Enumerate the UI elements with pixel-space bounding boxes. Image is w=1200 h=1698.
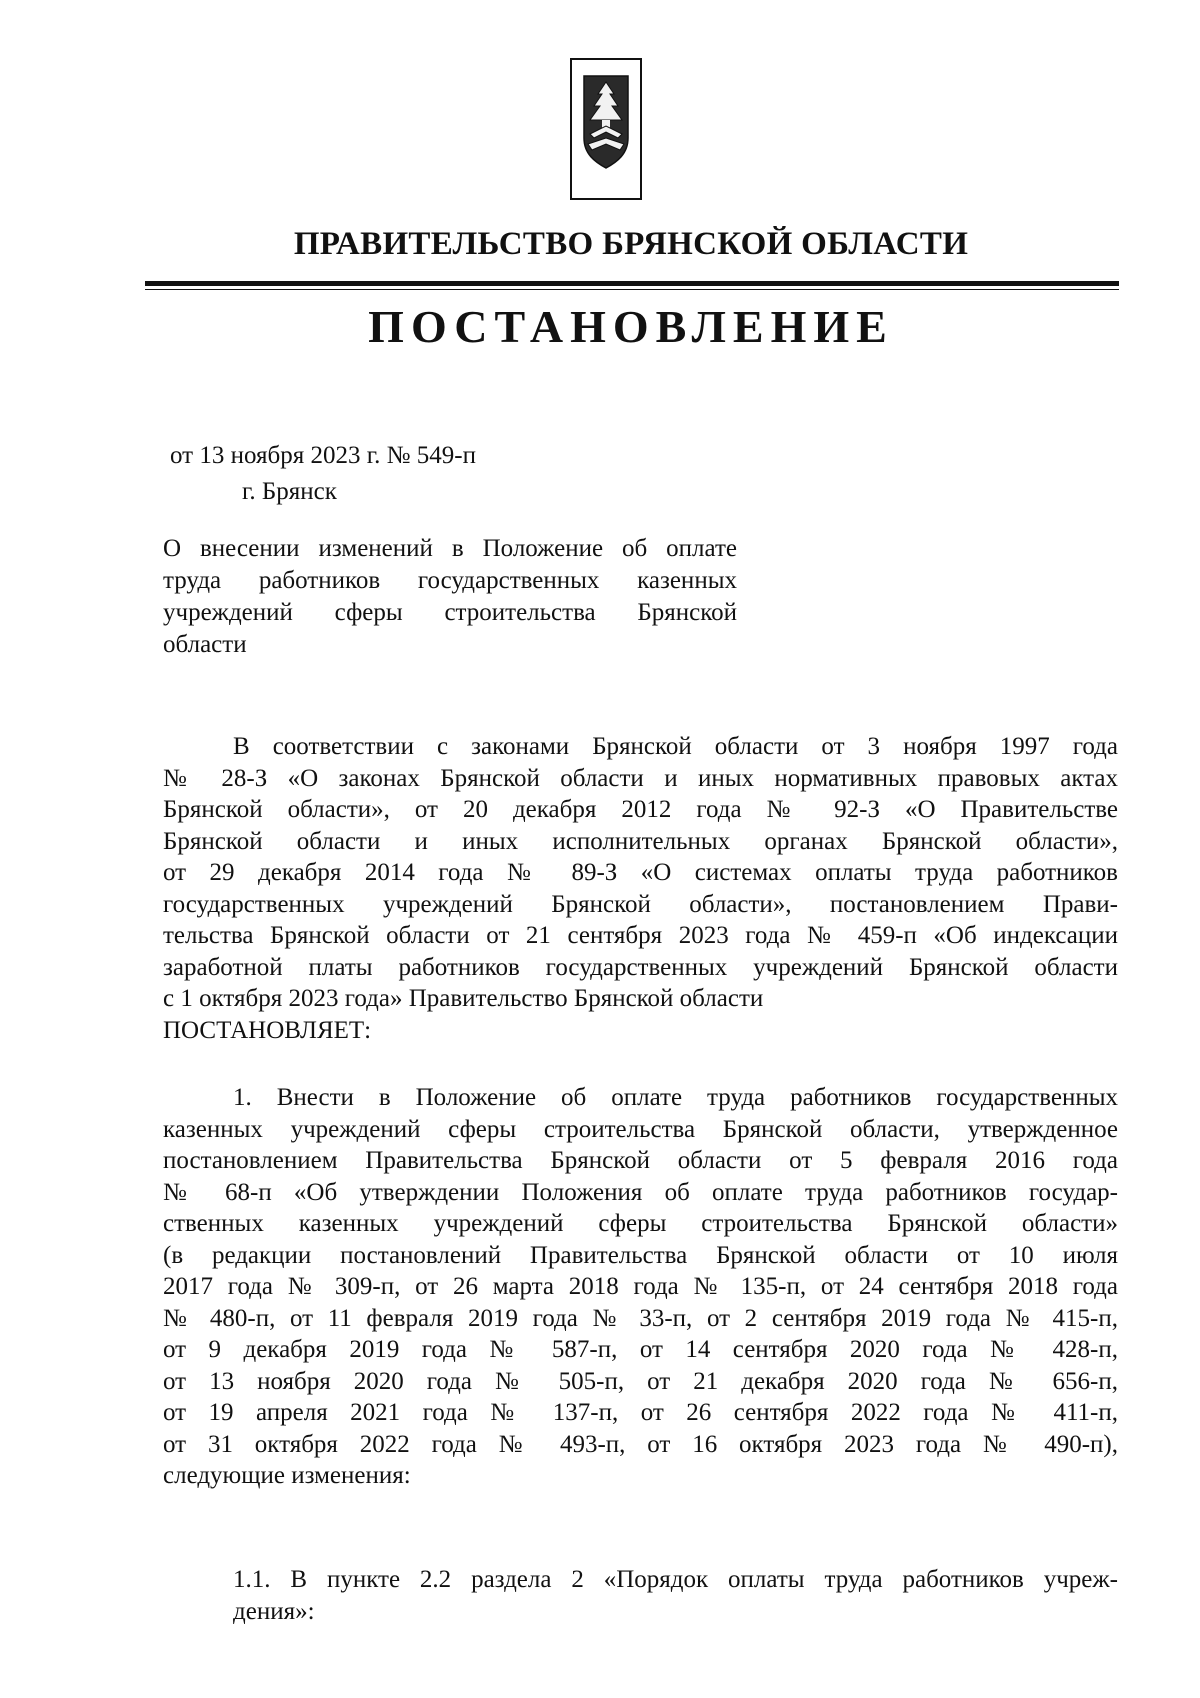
paragraph-line: от 29 декабря 2014 года № 89-З «О системах оплаты труда работников <box>163 859 1118 886</box>
paragraph-line: 1. Внести в Положение об оплате труда работников государственных <box>233 1084 1118 1111</box>
paragraph-line: постановлением Правительства Брянской области от 5 февраля 2016 года <box>163 1147 1118 1174</box>
coat-of-arms-icon <box>570 58 642 200</box>
government-title: ПРАВИТЕЛЬСТВО БРЯНСКОЙ ОБЛАСТИ <box>293 226 969 262</box>
paragraph-line: тельства Брянской области от 21 сентября 2023 года № 459-п «Об индексации <box>163 922 1118 949</box>
resolves-keyword: ПОСТАНОВЛЯЕТ: <box>163 1016 372 1044</box>
paragraph-line: В соответствии с законами Брянской области от 3 ноября 1997 года <box>233 733 1118 760</box>
subject-line: О внесении изменений в Положение об оплате <box>163 535 737 562</box>
paragraph-line: от 19 апреля 2021 года № 137-п, от 26 сентября 2022 года № 411-п, <box>163 1399 1118 1426</box>
paragraph-line: от 9 декабря 2019 года № 587-п, от 14 сентября 2020 года № 428-п, <box>163 1336 1118 1363</box>
subject-line: труда работников государственных казенных <box>163 567 737 594</box>
document-subject <box>163 533 737 661</box>
paragraph-line: № 480-п, от 11 февраля 2019 года № 33-п, от 2 сентября 2019 года № 415-п, <box>163 1304 1118 1332</box>
subject-line: учреждений сферы строительства Брянской <box>163 599 737 626</box>
header-rule-thin <box>145 289 1119 290</box>
item-1-paragraph <box>163 1082 1118 1492</box>
paragraph-line: от 13 ноября 2020 года № 505-п, от 21 декабря 2020 года № 656-п, <box>163 1367 1118 1395</box>
paragraph-line: № 28-З «О законах Брянской области и иных нормативных правовых актах <box>163 764 1118 792</box>
date-number: от 13 ноября 2023 г. № 549-п <box>170 442 476 469</box>
header-rule-thick <box>145 281 1119 286</box>
paragraph-line: государственных учреждений Брянской области», постановлением Прави- <box>163 890 1118 918</box>
item-1-1-paragraph <box>163 1564 1118 1627</box>
paragraph-line: ственных казенных учреждений сферы строительства Брянской области» <box>163 1210 1118 1237</box>
paragraph-line: 1.1. В пункте 2.2 раздела 2 «Порядок оплаты труда работников учреж- <box>233 1566 1118 1593</box>
paragraph-line: от 31 октября 2022 года № 493-п, от 16 октября 2023 года № 490-п), <box>163 1430 1118 1458</box>
city: г. Брянск <box>242 478 337 505</box>
paragraph-line: дения»: <box>233 1597 315 1625</box>
document-type-title: ПОСТАНОВЛЕНИЕ <box>368 301 894 352</box>
paragraph-line: Брянской области», от 20 декабря 2012 года № 92-З «О Правительстве <box>163 796 1118 823</box>
paragraph-line: (в редакции постановлений Правительства Брянской области от 10 июля <box>163 1241 1118 1269</box>
preamble-paragraph <box>163 731 1118 1046</box>
paragraph-line: с 1 октября 2023 года» Правительство Брянской области <box>163 985 764 1012</box>
paragraph-line: заработной платы работников государственных учреждений Брянской области <box>163 953 1118 981</box>
paragraph-line: № 68-п «Об утверждении Положения об оплате труда работников государ- <box>163 1178 1118 1206</box>
paragraph-line: 2017 года № 309-п, от 26 марта 2018 года № 135-п, от 24 сентября 2018 года <box>163 1273 1118 1300</box>
paragraph-line: следующие изменения: <box>163 1462 411 1489</box>
paragraph-line: казенных учреждений сферы строительства Брянской области, утвержденное <box>163 1115 1118 1143</box>
paragraph-line: Брянской области и иных исполнительных органах Брянской области», <box>163 827 1118 855</box>
subject-line: области <box>163 631 247 658</box>
